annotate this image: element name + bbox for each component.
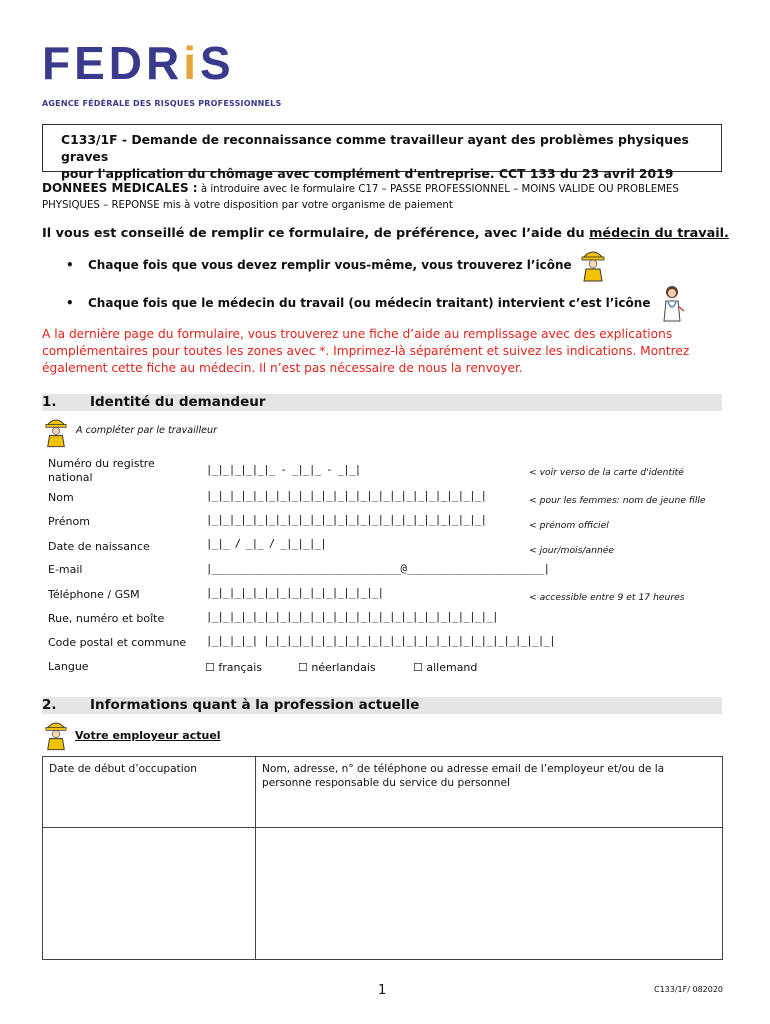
- telephone-field[interactable]: |_|_|_|_|_|_|_|_|_|_|_|_|_|_|_|: [206, 587, 384, 599]
- label-telephone: Téléphone / GSM: [48, 588, 140, 601]
- logo-subtitle: AGENCE FÉDÉRALE DES RISQUES PROFESSIONNELS: [42, 99, 282, 108]
- label-registre: Numéro du registre national: [48, 457, 155, 484]
- employer-table: [42, 756, 723, 960]
- registre-field[interactable]: |_|_|_|_|_|_ - _|_|_ - _|_|: [206, 464, 361, 476]
- employer-col-info: Nom, adresse, n° de téléphone ou adresse email de l’employeur et/ou de la personne responsable du service du personnel: [256, 757, 723, 828]
- checkbox-allemand[interactable]: ☐ allemand: [413, 661, 478, 674]
- bullet-text: Chaque fois que vous devez remplir vous-même, vous trouverez l’icône: [88, 258, 572, 272]
- medical-description: à introduire avec le formulaire C17 – PASSE PROFESSIONNEL – MOINS VALIDE OU PROBLEMES PHYSIQUES – REPONSE mis à votre disposition par votre organisme de paiement: [42, 184, 679, 211]
- checkbox-francais[interactable]: ☐ français: [205, 661, 263, 674]
- hint-prenom: < prénom officiel: [529, 520, 609, 531]
- title-line1: C133/1F - Demande de reconnaissance comme travailleur ayant des problèmes physiques graves: [61, 132, 689, 164]
- bullet-worker: [66, 258, 572, 272]
- label-prenom: Prénom: [48, 515, 90, 528]
- advice-text: [42, 226, 729, 241]
- section2-header: [42, 697, 722, 714]
- section2-title: Informations quant à la profession actuelle: [90, 697, 420, 713]
- email-field[interactable]: |_________________________________@________________________|: [206, 563, 550, 575]
- section1-subtitle: A compléter par le travailleur: [76, 425, 218, 436]
- hint-registre: < voir verso de la carte d'identité: [529, 467, 684, 478]
- logo-i: i: [183, 37, 201, 89]
- section1-number: 1.: [42, 394, 57, 410]
- bullet-text: Chaque fois que le médecin du travail (ou médecin traitant) intervient c’est l’icône: [88, 296, 651, 310]
- advice-link: médecin du travail.: [589, 226, 729, 241]
- section2-number: 2.: [42, 697, 57, 713]
- section2-subtitle: Votre employeur actuel: [75, 729, 221, 742]
- section1-title: Identité du demandeur: [90, 394, 266, 410]
- label-rue: Rue, numéro et boîte: [48, 612, 165, 625]
- title-line2b: CCT 133 du 23 avril 2019: [494, 166, 674, 181]
- label-naissance: Date de naissance: [48, 540, 150, 553]
- logo-text: FEDR: [42, 37, 184, 89]
- bullet-dot: •: [66, 258, 74, 272]
- form-title-box: [42, 124, 722, 181]
- employer-col-date: Date de début d’occupation: [43, 757, 256, 828]
- employer-info-cell[interactable]: [256, 828, 723, 960]
- hint-telephone: < accessible entre 9 et 17 heures: [529, 592, 685, 603]
- logo-text-end: S: [200, 37, 235, 89]
- label-nom: Nom: [48, 491, 74, 504]
- hard-hat-worker-icon: [44, 414, 68, 448]
- naissance-field[interactable]: |_|_ / _|_ / _|_|_|_|: [206, 538, 327, 550]
- advice-body: Il vous est conseillé de remplir ce formulaire, de préférence, avec l’aide du: [42, 226, 590, 241]
- page-number: 1: [378, 983, 387, 998]
- title-line2a: pour l'application du chômage avec complément d'entreprise.: [61, 166, 495, 181]
- hard-hat-worker-icon: [580, 246, 606, 282]
- fedris-logo: [42, 37, 235, 89]
- doctor-icon: [658, 284, 686, 322]
- notice-text: A la dernière page du formulaire, vous trouverez une fiche d’aide au remplissage avec des explications complémentaires pour toutes les zones avec *. Imprimez-là séparément et suivez les indications. Montrez également cette fiche au médecin. Il n’est pas nécessaire de nous la renvoyer.: [42, 327, 690, 375]
- label-langue: Langue: [48, 660, 89, 673]
- bullet-dot: •: [66, 296, 74, 310]
- form-reference: C133/1F/ 082020: [654, 985, 724, 994]
- employer-date-cell[interactable]: [43, 828, 256, 960]
- label-email: E-mail: [48, 563, 83, 576]
- rue-field[interactable]: |_|_|_|_|_|_|_|_|_|_|_|_|_|_|_|_|_|_|_|_|_|_|_|_|_|: [206, 611, 498, 623]
- hint-nom: < pour les femmes: nom de jeune fille: [529, 495, 706, 506]
- hint-naissance: < jour/mois/année: [529, 545, 615, 556]
- nom-field[interactable]: |_|_|_|_|_|_|_|_|_|_|_|_|_|_|_|_|_|_|_|_|_|_|_|_|: [206, 490, 487, 502]
- medical-label: DONNEES MEDICALES :: [42, 181, 198, 195]
- code-postal-field[interactable]: |_|_|_|_| |_|_|_|_|_|_|_|_|_|_|_|_|_|_|_|_|_|_|_|_|_|_|_|_|_|: [206, 635, 556, 647]
- prenom-field[interactable]: |_|_|_|_|_|_|_|_|_|_|_|_|_|_|_|_|_|_|_|_|_|_|_|_|: [206, 514, 487, 526]
- checkbox-neerlandais[interactable]: ☐ néerlandais: [298, 661, 376, 674]
- section1-header: [42, 394, 722, 411]
- hard-hat-worker-icon: [44, 717, 68, 751]
- label-code-postal: Code postal et commune: [48, 636, 187, 649]
- bullet-doctor: [66, 296, 650, 310]
- medical-data-text: [42, 180, 732, 214]
